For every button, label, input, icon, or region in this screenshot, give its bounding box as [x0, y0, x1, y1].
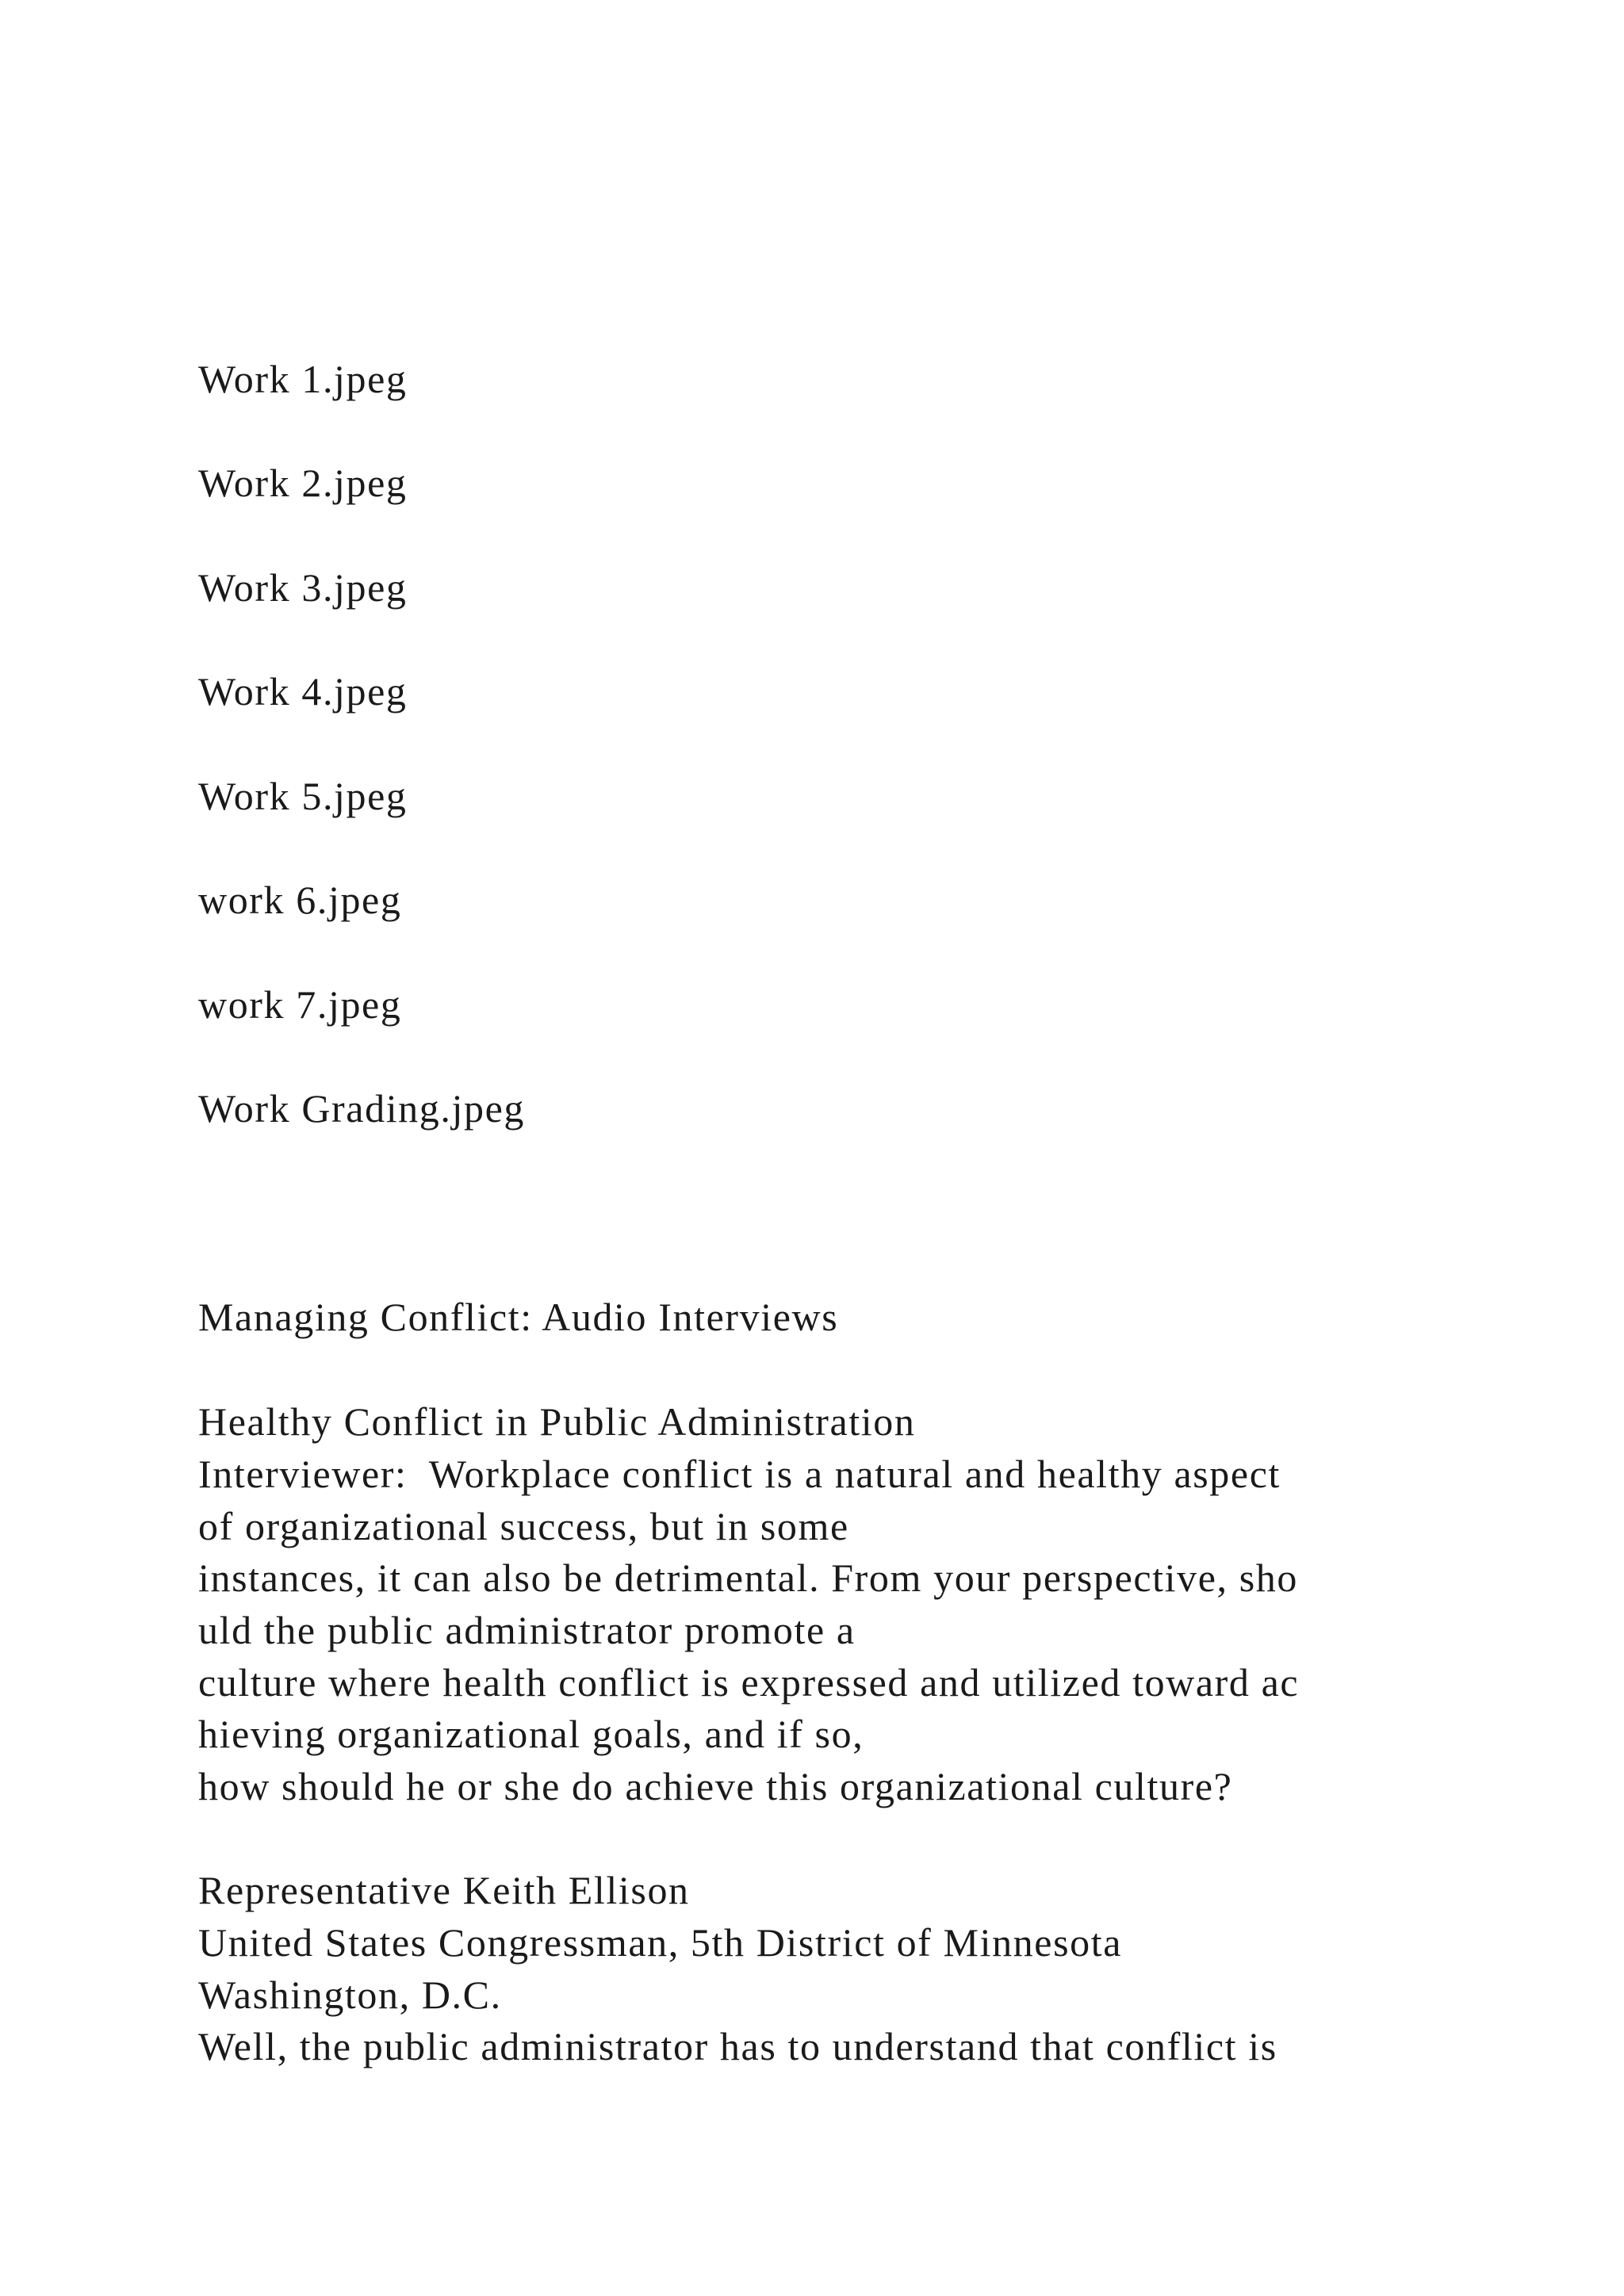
interviewer-text-line: of organizational success, but in some: [198, 1504, 849, 1548]
answer-text-line: Well, the public administrator has to understand that conflict is: [198, 2024, 1277, 2068]
file-name: Work Grading.jpeg: [198, 1086, 525, 1131]
file-name: Work 3.jpeg: [198, 565, 408, 610]
file-name: Work 5.jpeg: [198, 774, 408, 818]
interviewer-text-line: how should he or she do achieve this organizational culture?: [198, 1764, 1233, 1808]
interviewer-text-line: culture where health conflict is expressed and utilized toward ac: [198, 1660, 1300, 1705]
speaker-role: United States Congressman, 5th District of Minnesota: [198, 1920, 1123, 1965]
file-name: Work 4.jpeg: [198, 669, 408, 714]
file-name: work 6.jpeg: [198, 878, 402, 922]
file-name: Work 2.jpeg: [198, 461, 408, 505]
file-name: Work 1.jpeg: [198, 357, 408, 401]
section-title: Healthy Conflict in Public Administration: [198, 1399, 916, 1444]
interviewer-text-line: instances, it can also be detrimental. From your perspective, sho: [198, 1556, 1298, 1600]
speaker-location: Washington, D.C.: [198, 1973, 502, 2017]
speaker-name: Representative Keith Ellison: [198, 1868, 690, 1912]
interviewer-text-line: Interviewer: Workplace conflict is a natural and healthy aspect: [198, 1452, 1281, 1496]
interviewer-text-line: uld the public administrator promote a: [198, 1608, 856, 1652]
file-name: work 7.jpeg: [198, 982, 402, 1027]
interviewer-text-line: hieving organizational goals, and if so,: [198, 1712, 864, 1756]
document-title: Managing Conflict: Audio Interviews: [198, 1295, 839, 1339]
